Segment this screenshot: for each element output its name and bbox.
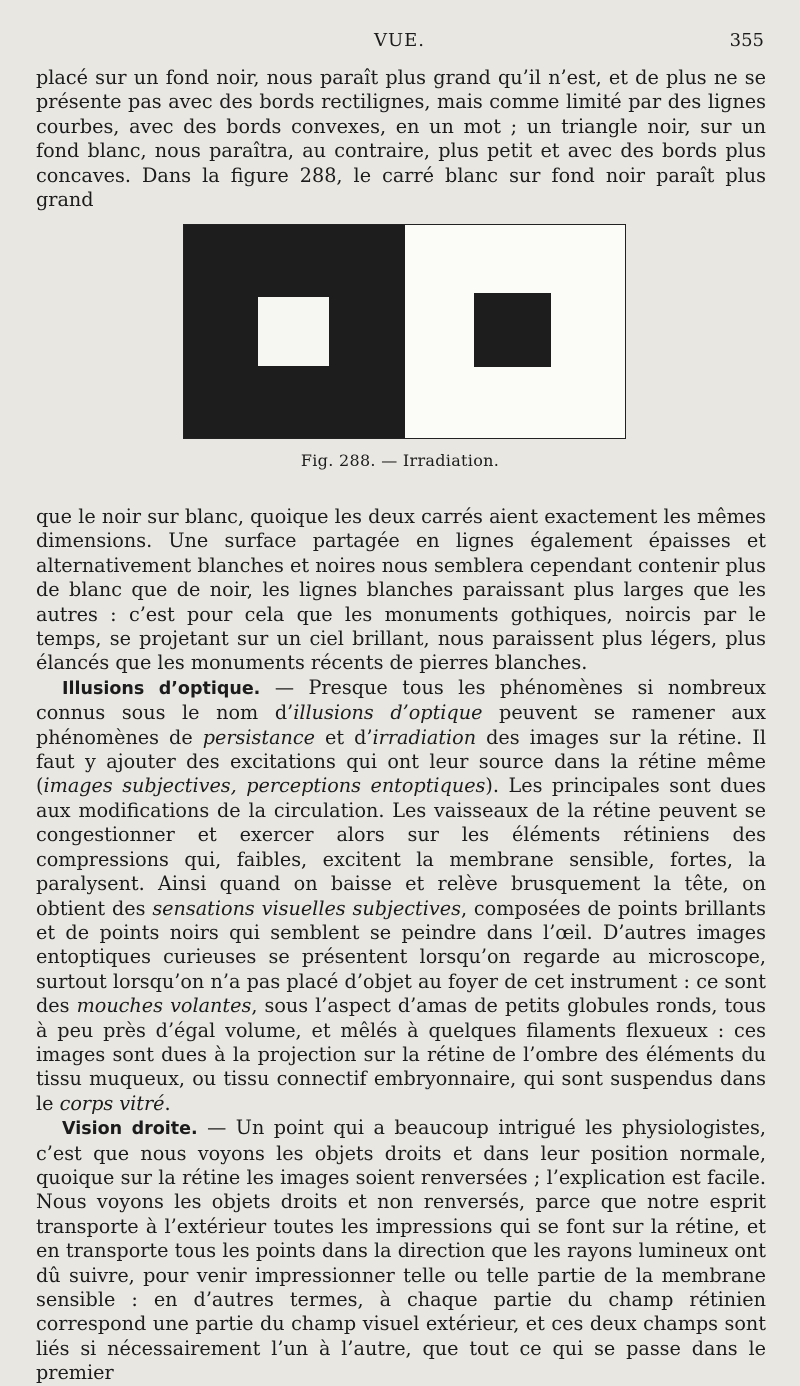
figure-caption: Fig. 288. — Irradiation. bbox=[300, 451, 500, 470]
section-heading-vision: Vision droite. bbox=[62, 1119, 198, 1140]
black-field bbox=[184, 225, 405, 438]
figure-irradiation bbox=[183, 224, 626, 439]
running-title: VUE. bbox=[374, 30, 426, 51]
text-block-main bbox=[36, 505, 766, 1386]
section-heading-illusions: Illusions d’optique. bbox=[62, 678, 261, 699]
paragraph-irradiation-cont: que le noir sur blanc, quoique les deux carrés aient exactement les mêmes dimensions. Une surface partagée en lignes également épaisses et alternativement blanches et noires nous semblera cependant contenir plus de blanc que de noir, les lignes blanches paraissant plus larges que les autres : c’est pour cela que les monuments gothiques, noircis par le temps, se projetant sur un ciel brillant, nous paraissent plus légers, plus élancés que les monuments récents de pierres blanches. bbox=[36, 505, 766, 675]
paragraph-vision-droite: Vision droite. — Un point qui a beaucoup intrigué les physiologistes, c’est que nous voyons les objets droits et dans leur position normale, quoique sur la rétine les images soient renversées ; l’explication est facile. Nous voyons les objets droits et non renversés, parce que notre esprit transporte à l’extérieur toutes les impressions qui se font sur la rétine, et en transporte tous les points dans la direction que les rayons lumineux ont dû suivre, pour venir impressionner telle ou telle partie de la membrane sensible : en d’autres termes, à chaque partie du champ rétinien correspond une partie du champ visuel extérieur, et ces deux champs sont liés si nécessairement l’un à l’autre, que tout ce qui se passe dans le premier bbox=[36, 1116, 766, 1385]
black-square bbox=[474, 293, 551, 367]
white-square bbox=[258, 297, 329, 366]
paragraph-intro: placé sur un fond noir, nous paraît plus grand qu’il n’est, et de plus ne se présente pas avec des bords rectilignes, mais comme limité par des lignes courbes, avec des bords convexes, en un mot ; un triangle noir, sur un fond blanc, nous paraîtra, au contraire, plus petit et avec des bords plus concaves. Dans la figure 288, le carré blanc sur fond noir paraît plus grand bbox=[36, 66, 766, 212]
page-number: 355 bbox=[729, 30, 764, 51]
paragraph-illusions: Illusions d’optique. — Presque tous les phénomènes si nombreux connus sous le nom d’illusions d’optique peuvent se ramener aux phénomènes de persistance et d’irradiation des images sur la rétine. Il faut y ajouter des excitations qui ont leur source dans la rétine même (images subjectives, perceptions entoptiques). Les principales sont dues aux modifications de la circulation. Les vaisseaux de la rétine peuvent se congestionner et exercer alors sur les éléments rétiniens des compressions qui, faibles, excitent la membrane sensible, fortes, la paralysent. Ainsi quand on baisse et relève brusquement la tête, on obtient des sensations visuelles subjectives, composées de points brillants et de points noirs qui semblent se peindre dans l’œil. D’autres images entoptiques curieuses se présentent lorsqu’on regarde au microscope, surtout lorsqu’on n’a pas placé d’objet au foyer de cet instrument : ce sont des mouches volantes, sous l’aspect d’amas de petits globules ronds, tous à peu près d’égal volume, et mêlés à quelques filaments flexueux : ces images sont dues à la projection sur la rétine de l’ombre des éléments du tissu muqueux, ou tissu connectif embryonnaire, qui sont suspendus dans le corps vitré. bbox=[36, 675, 766, 1115]
text-block-top bbox=[36, 66, 766, 212]
page-header bbox=[0, 30, 800, 56]
